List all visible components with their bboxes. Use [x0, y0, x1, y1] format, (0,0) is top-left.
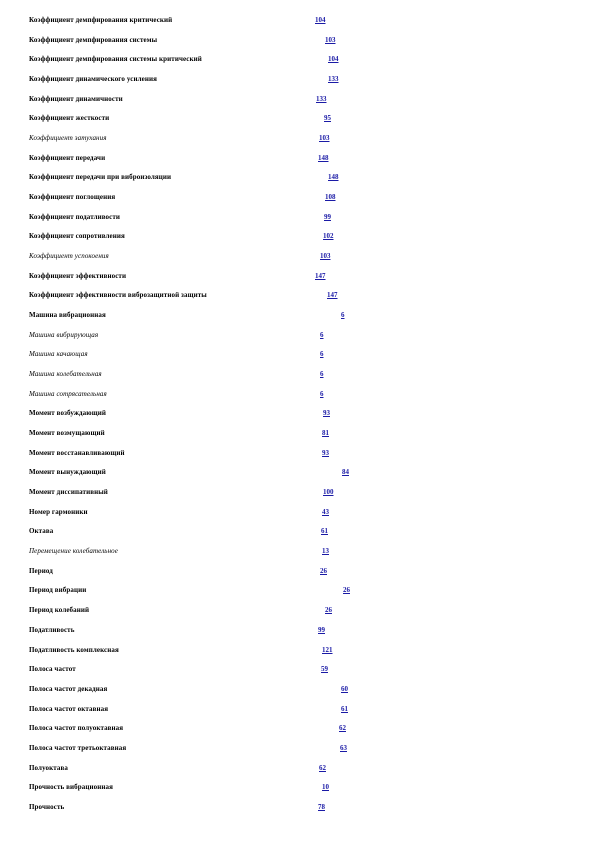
page-link[interactable]: 60 [341, 684, 348, 693]
index-term: Прочность вибрационная [29, 783, 113, 792]
index-term: Коэффициент демпфирования критический [29, 16, 173, 24]
index-term: Коэффициент демпфирования системы критический [29, 55, 202, 64]
index-term: Коэффициент передачи при виброизоляции [29, 173, 172, 182]
page-link[interactable]: 104 [315, 16, 326, 24]
index-entry [0, 506, 595, 526]
index-entry [0, 191, 595, 211]
index-entry [0, 34, 595, 54]
index-entry [0, 309, 595, 329]
index-entry [0, 329, 595, 349]
page-link[interactable]: 10 [322, 783, 329, 792]
page-link[interactable]: 6 [320, 350, 324, 359]
subject-index-list [0, 14, 595, 821]
page-link[interactable]: 93 [322, 448, 329, 457]
index-entry [0, 250, 595, 270]
index-entry [0, 722, 595, 742]
page-link[interactable]: 84 [342, 468, 349, 477]
index-term: Коэффициент демпфирования системы [29, 35, 158, 44]
index-term: Коэффициент динамического усиления [29, 75, 157, 84]
index-entry [0, 584, 595, 604]
index-term: Полоса частот октавная [29, 704, 109, 713]
index-term: Машина вибрационная [29, 311, 106, 320]
index-entry [0, 762, 595, 782]
page-link[interactable]: 99 [324, 212, 331, 221]
index-entry [0, 270, 595, 290]
index-entry [0, 348, 595, 368]
page-link[interactable]: 43 [322, 507, 329, 516]
index-entry [0, 73, 595, 93]
page-link[interactable]: 6 [341, 311, 345, 320]
index-entry [0, 565, 595, 585]
index-entry [0, 171, 595, 191]
page-link[interactable]: 26 [325, 606, 332, 615]
index-entry [0, 132, 595, 152]
index-entry [0, 112, 595, 132]
page-link[interactable]: 6 [320, 330, 324, 339]
index-term: Номер гармоники [29, 507, 88, 516]
page-link[interactable]: 13 [322, 547, 329, 556]
index-entry [0, 388, 595, 408]
page-link[interactable]: 133 [328, 75, 339, 84]
index-term: Машина сотрясательная [29, 389, 107, 398]
index-term: Машина вибрирующая [29, 330, 99, 339]
index-entry [0, 14, 595, 34]
index-term: Коэффициент затухания [29, 134, 107, 143]
page-link[interactable]: 26 [343, 586, 350, 595]
index-term: Коэффициент успокоения [29, 252, 109, 261]
index-entry [0, 624, 595, 644]
page-link[interactable]: 81 [322, 429, 329, 438]
index-term: Коэффициент динамичности [29, 94, 123, 103]
index-entry [0, 486, 595, 506]
index-entry [0, 742, 595, 762]
index-entry [0, 644, 595, 664]
page-link[interactable]: 6 [320, 389, 324, 398]
page-link[interactable]: 147 [327, 291, 338, 300]
index-entry [0, 447, 595, 467]
index-term: Коэффициент податливости [29, 212, 121, 221]
index-term: Период колебаний [29, 606, 90, 615]
page-link[interactable]: 95 [324, 114, 331, 123]
index-term: Период вибрации [29, 586, 87, 595]
index-entry [0, 663, 595, 683]
index-term: Машина колебательная [29, 370, 102, 379]
index-entry [0, 427, 595, 447]
index-entry [0, 152, 595, 172]
index-term: Момент возмущающий [29, 429, 105, 438]
page-link[interactable]: 59 [321, 665, 328, 674]
page-link[interactable]: 102 [323, 232, 334, 241]
page-link[interactable]: 108 [325, 193, 336, 202]
index-term: Момент вынуждающий [29, 468, 106, 477]
index-entry [0, 230, 595, 250]
page-link[interactable]: 121 [322, 645, 333, 654]
page-link[interactable]: 100 [323, 488, 334, 497]
index-entry [0, 604, 595, 624]
index-term: Полоса частот полуоктавная [29, 724, 124, 733]
index-entry [0, 211, 595, 231]
page-link[interactable]: 148 [328, 173, 339, 182]
index-term: Полуоктава [29, 763, 68, 772]
page-link[interactable]: 93 [323, 409, 330, 418]
index-entry [0, 703, 595, 723]
page-link[interactable]: 99 [318, 625, 325, 634]
page-link[interactable]: 148 [318, 153, 329, 162]
index-entry [0, 93, 595, 113]
index-term: Период [29, 566, 53, 575]
index-term: Прочность [29, 802, 65, 811]
index-term: Коэффициент передачи [29, 153, 106, 162]
index-term: Полоса частот [29, 665, 76, 674]
index-term: Коэффициент сопротивления [29, 232, 125, 241]
index-term: Машина качающая [29, 350, 88, 359]
index-term: Податливость [29, 625, 75, 634]
index-term: Коэффициент поглощения [29, 193, 116, 202]
page-link[interactable]: 78 [318, 802, 325, 811]
index-entry [0, 53, 595, 73]
index-entry [0, 781, 595, 801]
page-link[interactable]: 103 [319, 134, 330, 143]
index-entry [0, 368, 595, 388]
index-term: Октава [29, 527, 54, 536]
index-entry [0, 545, 595, 565]
index-entry [0, 407, 595, 427]
page-link[interactable]: 103 [320, 252, 331, 261]
index-term: Момент диссипативный [29, 488, 108, 497]
page-link[interactable]: 62 [339, 724, 346, 733]
index-term: Момент возбуждающий [29, 409, 107, 418]
index-term: Момент восстанавливающий [29, 448, 125, 457]
index-term: Коэффициент жесткости [29, 114, 110, 123]
index-entry [0, 801, 595, 821]
index-entry [0, 466, 595, 486]
page-link[interactable]: 26 [320, 566, 327, 575]
page-link[interactable]: 63 [340, 743, 347, 752]
index-entry [0, 683, 595, 703]
page-link[interactable]: 133 [316, 94, 327, 103]
page-link[interactable]: 61 [341, 704, 348, 713]
index-term: Коэффициент эффективности виброзащитной защиты [29, 291, 207, 300]
page-link[interactable]: 61 [321, 527, 328, 536]
page-link[interactable]: 62 [319, 763, 326, 772]
page-link[interactable]: 6 [320, 370, 324, 379]
index-term: Коэффициент эффективности [29, 271, 127, 280]
page-link[interactable]: 147 [315, 271, 326, 280]
index-entry [0, 525, 595, 545]
index-term: Перемещение колебательное [29, 547, 118, 556]
index-term: Податливость комплексная [29, 645, 119, 654]
index-term: Полоса частот третьоктавная [29, 743, 127, 752]
index-term: Полоса частот декадная [29, 684, 108, 693]
page-link[interactable]: 103 [325, 35, 336, 44]
index-entry [0, 289, 595, 309]
page-link[interactable]: 104 [328, 55, 339, 64]
